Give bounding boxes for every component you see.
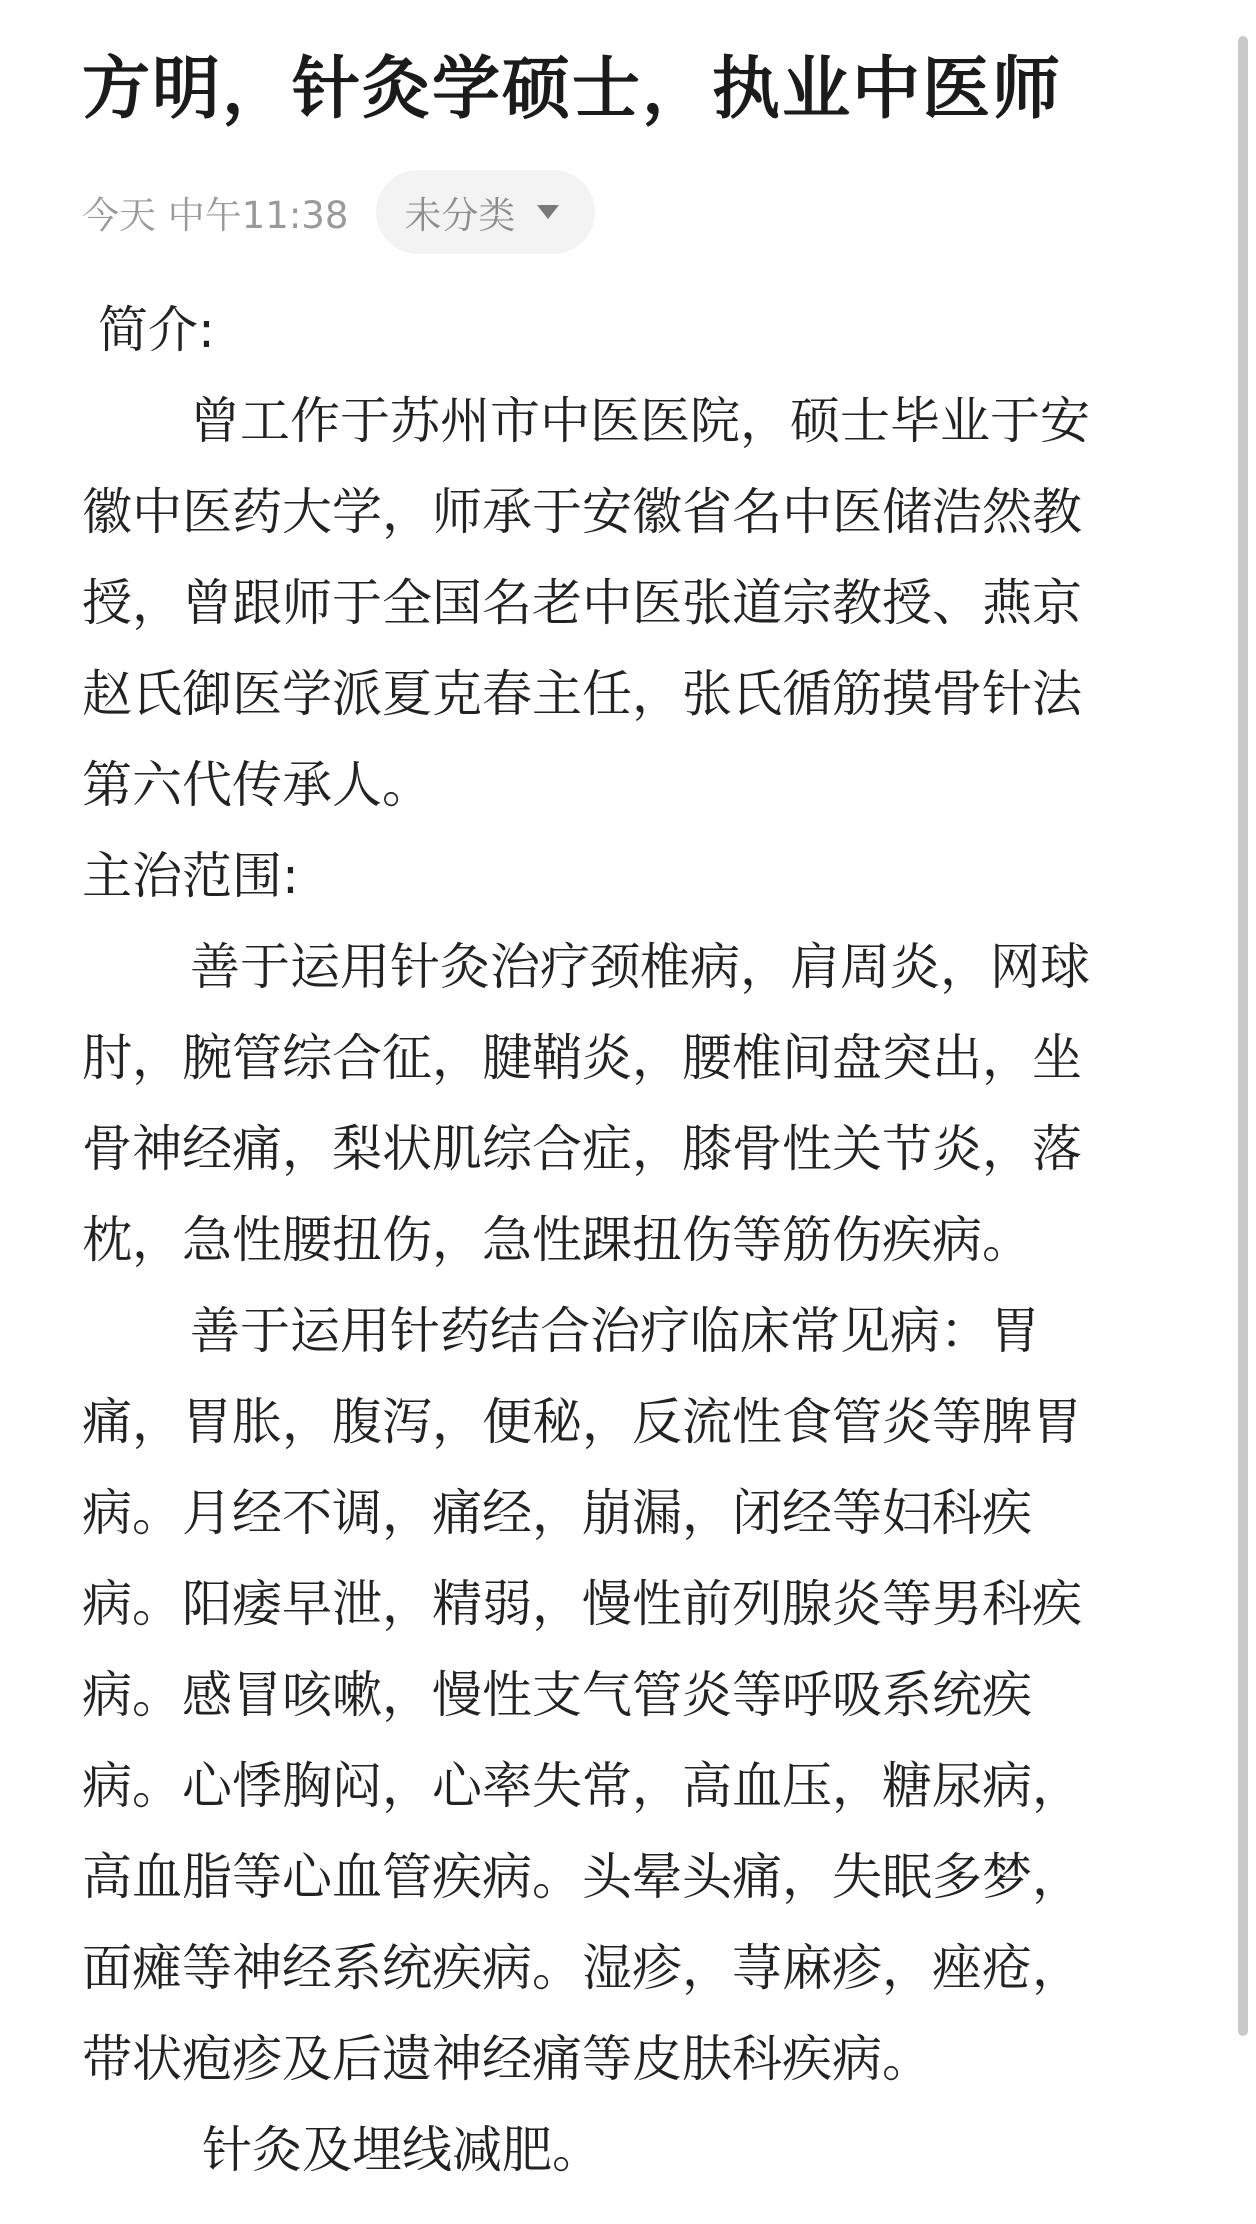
para2-line: 面瘫等神经系统疾病。湿疹，荨麻疹，痤疮， (82, 1939, 1082, 1997)
para2-line: 病。感冒咳嗽，慢性支气管炎等呼吸系统疾 (82, 1666, 1032, 1724)
intro-line: 第六代传承人。 (82, 756, 432, 814)
para1-line: 骨神经痛，梨状肌综合症，膝骨性关节炎，落 (82, 1120, 1082, 1178)
vertical-scrollbar[interactable] (1238, 36, 1248, 2036)
note-body[interactable] (82, 285, 1202, 2196)
para2-line: 病。月经不调，痛经，崩漏，闭经等妇科疾 (82, 1484, 1032, 1542)
para2-line: 善于运用针药结合治疗临床常见病：胃 (190, 1302, 1040, 1360)
para2-line: 带状疱疹及后遗神经痛等皮肤科疾病。 (82, 2030, 932, 2088)
intro-line: 徽中医药大学，师承于安徽省名中医储浩然教 (82, 483, 1082, 541)
para1-line: 肘，腕管综合征，腱鞘炎，腰椎间盘突出，坐 (82, 1029, 1082, 1087)
para2-line: 高血脂等心血管疾病。头晕头痛，失眠多梦， (82, 1848, 1082, 1906)
intro-heading: 简介: (98, 301, 215, 359)
intro-line: 授，曾跟师于全国名老中医张道宗教授、燕京 (82, 574, 1082, 632)
para1-line: 枕，急性腰扭伤，急性踝扭伤等筋伤疾病。 (82, 1211, 1032, 1269)
para3-line: 针灸及埋线减肥。 (202, 2121, 602, 2179)
note-timestamp: 今天 中午11:38 (82, 194, 349, 237)
scope-heading: 主治范围: (82, 847, 299, 905)
para2-line: 病。阳痿早泄，精弱，慢性前列腺炎等男科疾 (82, 1575, 1082, 1633)
para2-line: 病。心悸胸闷，心率失常，高血压，糖尿病， (82, 1757, 1082, 1815)
para1-line: 善于运用针灸治疗颈椎病，肩周炎，网球 (190, 938, 1090, 996)
intro-line: 曾工作于苏州市中医医院，硕士毕业于安 (190, 392, 1090, 450)
intro-line: 赵氏御医学派夏克春主任，张氏循筋摸骨针法 (82, 665, 1082, 723)
category-label: 未分类 (404, 194, 516, 237)
chevron-down-icon (537, 205, 559, 219)
note-title[interactable]: 方明，针灸学硕士，执业中医师 (82, 50, 1063, 129)
note-meta (82, 170, 595, 254)
para2-line: 痛，胃胀，腹泻，便秘，反流性食管炎等脾胃 (82, 1393, 1082, 1451)
category-dropdown[interactable] (376, 170, 595, 254)
